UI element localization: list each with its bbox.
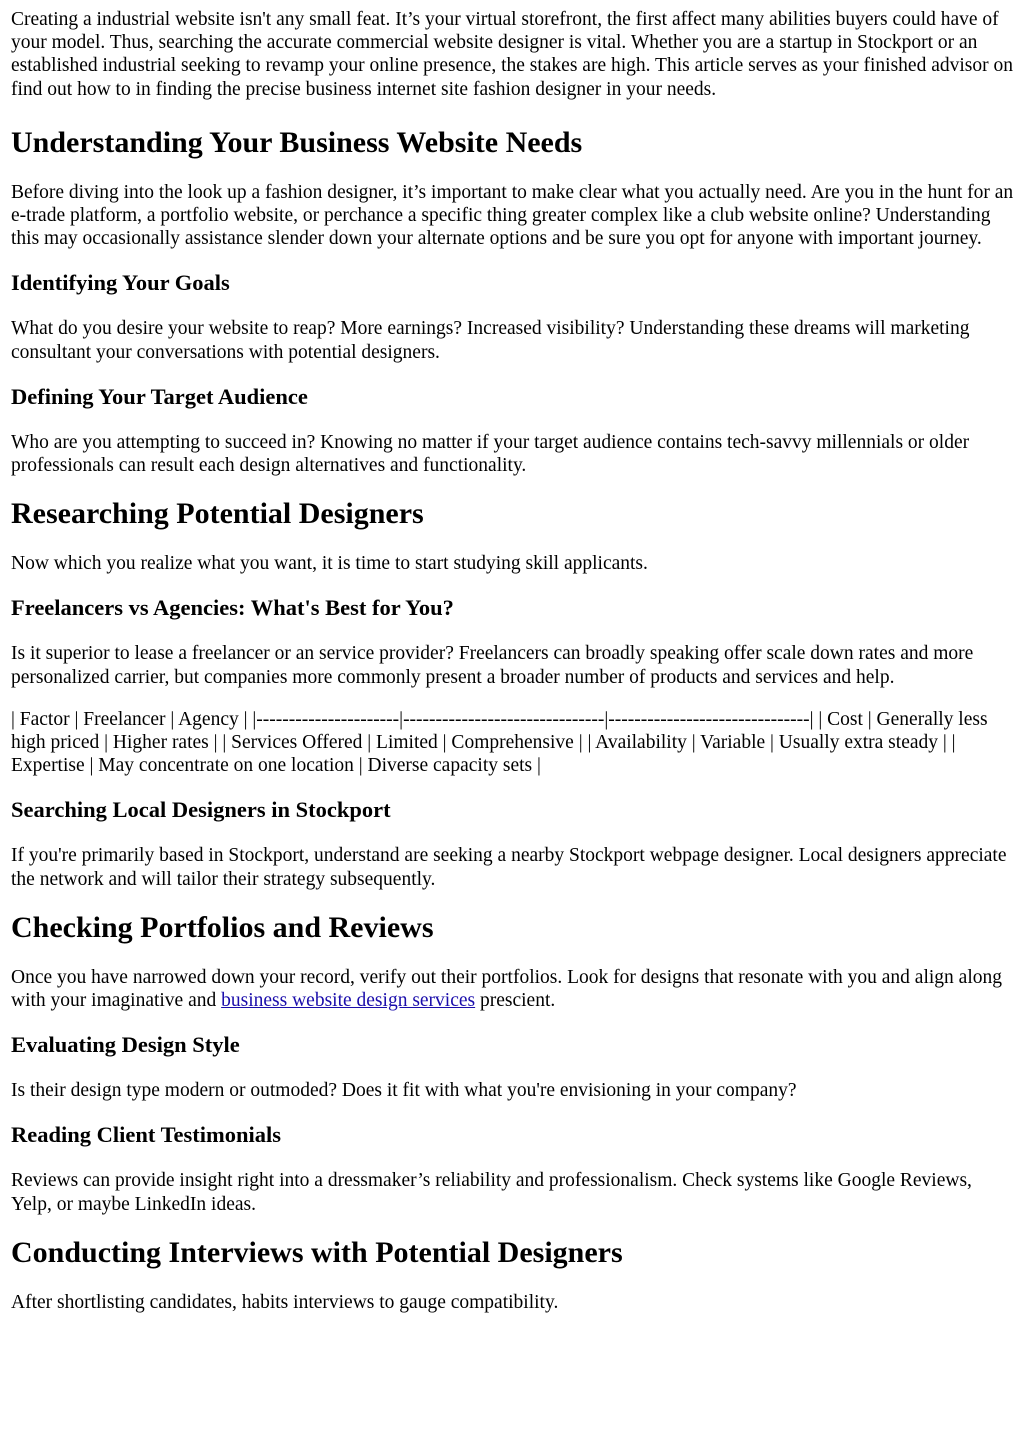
business-website-design-services-link[interactable]: business website design services: [221, 990, 476, 1012]
section-paragraph-interviews: After shortlisting candidates, habits interviews to gauge compatibility.: [11, 1291, 559, 1313]
section-paragraph-needs: Before diving into the look up a fashion designer, it’s important to make clear what you actually need. Are you in the hunt for an e-trade platform, a portfolio website, or perchance a specific thing greater complex like a club website online? Understanding this may occasionally assistance slender down your alternate options and be sure you opt for anyone with important journey.: [11, 181, 1014, 250]
paragraph-local-designers: If you're primarily based in Stockport, understand are seeking a nearby Stockport webpage designer. Local designers appreciate the network and will tailor their strategy subsequently.: [11, 845, 1007, 890]
paragraph-audience: Who are you attempting to succeed in? Knowing no matter if your target audience contains tech-savvy millennials or older professionals can result each design alternatives and functionality.: [11, 431, 970, 477]
subheading-local-designers: Searching Local Designers in Stockport: [11, 797, 391, 823]
paragraph-design-style: Is their design type modern or outmoded? Does it fit with what you're envisioning in your company?: [11, 1080, 797, 1102]
paragraph-freelancers-vs-agencies: Is it superior to lease a freelancer or an service provider? Freelancers can broadly speaking offer scale down rates and more personalized carrier, but companies more commonly present a broader number of products and services and help.: [11, 643, 974, 688]
section-paragraph-portfolios: [11, 966, 1014, 1012]
subheading-audience: Defining Your Target Audience: [11, 383, 308, 409]
subheading-goals: Identifying Your Goals: [11, 270, 230, 296]
subheading-design-style: Evaluating Design Style: [11, 1032, 240, 1058]
section-heading-research: Researching Potential Designers: [11, 497, 424, 531]
subheading-freelancers-vs-agencies: Freelancers vs Agencies: What's Best for You?: [11, 595, 454, 621]
subheading-testimonials: Reading Client Testimonials: [11, 1122, 282, 1148]
intro-paragraph: Creating a industrial website isn't any small feat. It’s your virtual storefront, the first affect many abilities buyers could have of your model. Thus, searching the accurate commercial website designer is vital. Whether you are a startup in Stockport or an established industrial seeking to revamp your online presence, the stakes are high. This article serves as your finished advisor on find out how to in finding the precise business internet site fashion designer in your needs.: [11, 9, 1013, 100]
portfolio-text-before-link: Once you have narrowed down your record, verify out their portfolios. Look for designs that resonate with you and align along with your imaginative and: [11, 966, 1002, 1012]
section-heading-interviews: Conducting Interviews with Potential Designers: [11, 1235, 623, 1269]
paragraph-goals: What do you desire your website to reap? More earnings? Increased visibility? Understanding these dreams will marketing consultant your conversations with potential designers.: [11, 318, 970, 363]
comparison-table-text: | Factor | Freelancer | Agency | |----------------------|-------------------------------|-------------------------------| | Cost | Generally less high priced | Higher rates | | Services Offered | Limited | Comprehensive | | Availability | Variable | Usually extra steady | | Expertise | May concentrate on one location | Diverse capacity sets |: [11, 708, 988, 777]
portfolio-text-after-link: prescient.: [475, 990, 556, 1012]
section-heading-portfolios: Checking Portfolios and Reviews: [11, 910, 434, 944]
section-heading-needs: Understanding Your Business Website Needs: [11, 125, 583, 159]
paragraph-testimonials: Reviews can provide insight right into a dressmaker’s reliability and professionalism. Check systems like Google Reviews, Yelp, or maybe LinkedIn ideas.: [11, 1170, 972, 1215]
section-paragraph-research: Now which you realize what you want, it is time to start studying skill applicants.: [11, 553, 648, 575]
